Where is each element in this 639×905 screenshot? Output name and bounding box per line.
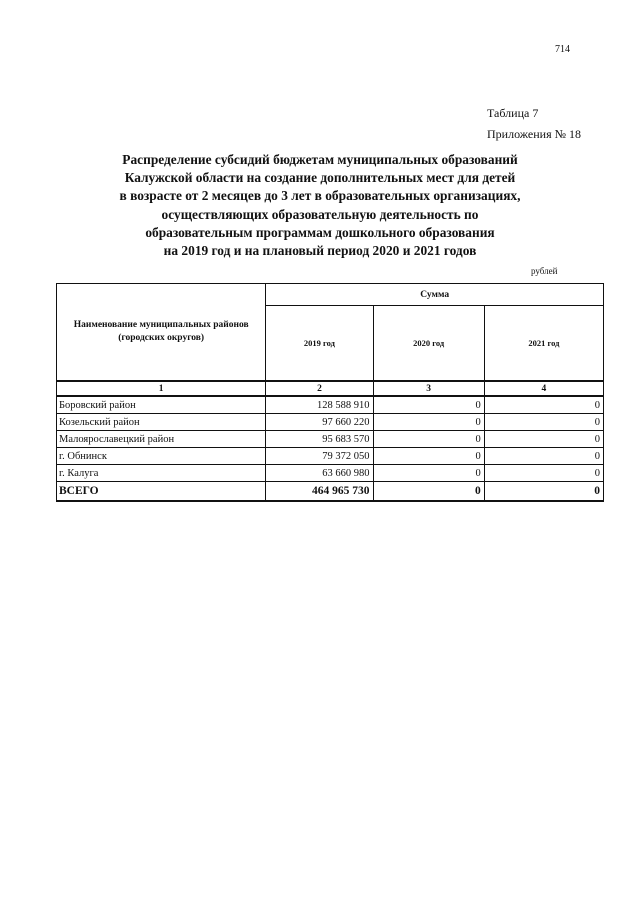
municipality-name: Козельский район	[57, 414, 266, 431]
header-year-2020: 2020 год	[373, 306, 484, 381]
header-municipality: Наименование муниципальных районов (городских округов)	[57, 284, 266, 382]
value-2019: 79 372 050	[266, 448, 373, 465]
municipality-name: г. Обнинск	[57, 448, 266, 465]
table-row	[57, 414, 604, 431]
value-2021: 0	[484, 465, 603, 482]
value-2019: 97 660 220	[266, 414, 373, 431]
page-number: 714	[555, 44, 570, 55]
table-row	[57, 431, 604, 448]
total-2020: 0	[373, 482, 484, 502]
title-line: на 2019 год и на плановый период 2020 и 2021 годов	[163, 243, 477, 259]
column-number: 3	[373, 381, 484, 396]
value-2020: 0	[373, 448, 484, 465]
municipality-name: Боровский район	[57, 396, 266, 414]
header-year-2019: 2019 год	[266, 306, 373, 381]
title-line: в возрасте от 2 месяцев до 3 лет в образовательных организациях,	[119, 188, 521, 204]
subsidy-table	[56, 283, 604, 502]
title-line: Распределение субсидий бюджетам муниципальных образований	[122, 152, 518, 167]
value-2021: 0	[484, 448, 603, 465]
appendix-label: Приложения № 18	[487, 127, 582, 141]
value-2020: 0	[373, 431, 484, 448]
total-2019: 464 965 730	[266, 482, 373, 502]
title-line: Калужской области на создание дополнительных мест для детей	[124, 170, 516, 186]
title-line: осуществляющих образовательную деятельность по	[161, 206, 479, 222]
total-row	[57, 482, 604, 502]
title-line: образовательным программам дошкольного образования	[145, 224, 495, 240]
table-row	[57, 396, 604, 414]
value-2020: 0	[373, 465, 484, 482]
municipality-name: г. Калуга	[57, 465, 266, 482]
value-2019: 95 683 570	[266, 431, 373, 448]
value-2019: 128 588 910	[266, 396, 373, 414]
header-year-2021: 2021 год	[484, 306, 603, 381]
column-number: 2	[266, 381, 373, 396]
value-2020: 0	[373, 414, 484, 431]
total-2021: 0	[484, 482, 603, 502]
value-2021: 0	[484, 414, 603, 431]
header-sum: Сумма	[266, 284, 604, 306]
units-label: рублей	[531, 266, 558, 276]
table-label: Таблица 7	[487, 106, 539, 120]
municipality-name: Малоярославецкий район	[57, 431, 266, 448]
column-number: 4	[484, 381, 603, 396]
total-label: ВСЕГО	[57, 482, 266, 502]
value-2019: 63 660 980	[266, 465, 373, 482]
table-row	[57, 465, 604, 482]
column-number: 1	[57, 381, 266, 396]
value-2021: 0	[484, 431, 603, 448]
document-title	[60, 151, 580, 260]
column-numbers-row	[57, 381, 604, 396]
header-row	[57, 284, 604, 306]
value-2021: 0	[484, 396, 603, 414]
value-2020: 0	[373, 396, 484, 414]
table-row	[57, 448, 604, 465]
